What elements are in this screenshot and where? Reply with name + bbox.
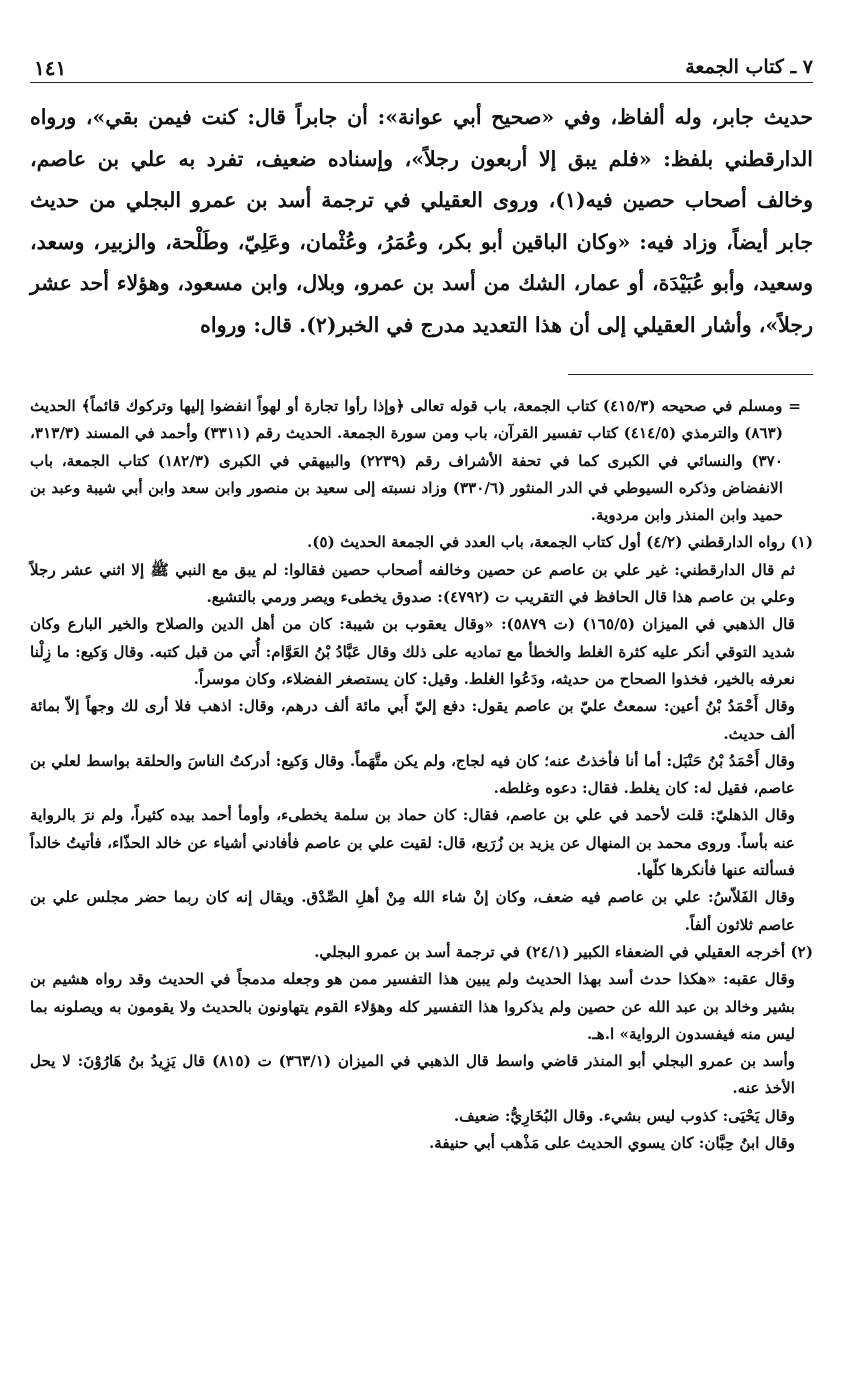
main-paragraph: حديث جابر، وله ألفاظ، وفي «صحيح أبي عوانة»: أن جابراً قال: كنت فيمن بقي»، ورواه الدارقطني بلفظ: «فلم يبق إلا أربعون رجلاً»، وإسناده ضعيف، تفرد به علي بن عاصم، وخالف أصحاب حصين فيه(١)، وروى العقيلي في ترجمة أسد بن عمرو البجلي من حديث جابر أيضاً، وزاد فيه: «وكان الباقين أبو بكر، وعُمَرُ، وعُثْمان، وعَلِيّ، وطَلْحة، والزبير، وسعد، وسعيد، وأبو عُبَيْدَة، أو عمار، الشك من أسد بن عمرو، وبلال، وابن مسعود، وهؤلاء أحد عشر رجلاً»، وأشار العقيلي إلى أن هذا التعديد مدرج في الخبر(٢). قال: ورواه xyxy=(30,105,813,337)
footnote-1-paragraph: قال الذهبي في الميزان (١٦٥/٥) (ت ٥٨٧٩): «وقال يعقوب بن شيبة: كان من أهل الدين والصلاح والخير البارع وكان شديد التوقي أنكر عليه كثرة الغلط والخطأ مع تماديه على ذلك وقال عَبَّادُ بْنُ العَوَّام: أُتي من قبل كتبه. وقال وَكيع: ما زِلْنا نعرفه بالخير، فخذوا الصحاح من حديثه، ودَعُوا الغلط. وقيل: كان يستصغر الفضلاء، وكان موسراً. xyxy=(30,615,795,688)
footnote-2-paragraph: وأسد بن عمرو البجلي أبو المنذر قاضي واسط قال الذهبي في الميزان (٣٦٣/١) ت (٨١٥) قال يَزِيدُ بنُ هَارُوْنَ: لا يحل الأخذ عنه. xyxy=(30,1052,795,1098)
main-text xyxy=(30,97,813,346)
footnote-2-paragraph: وقال عقبه: «هكذا حدث أسد بهذا الحديث ولم يبين هذا التفسير ممن هو وجعله مدمجاً في الحديث وقد رواه هشيم بن بشير وخالد بن عبد الله عن حصين ولم يذكروا هذا التفسير كله وهؤلاء القوم يتهاونون بالحديث ولا يقومون به ويصلونه بما ليس منه فيفسدون الرواية» ا.هـ. xyxy=(30,970,795,1043)
book-page xyxy=(30,50,813,1157)
page-number: ١٤١ xyxy=(34,56,67,80)
page-header xyxy=(30,50,813,83)
footnote-1-paragraph: وقال أَحْمَدُ بْنُ أعين: سمعتُ عليّ بن عاصم يقول: دفع إليّ أَبي مائة ألف درهم، وقال: اذهب فلا أرى لك وجهاً إلاّ بمائة ألف حديث. xyxy=(30,697,795,743)
footnote-1-paragraph: وقال الفَلاّسُ: علي بن عاصم فيه ضعف، وكان إنْ شاء الله مِنْ أهلِ الصِّدْق. ويقال إنه كان ربما حضر مجلس علي بن عاصم ثلاثون ألفاً. xyxy=(30,888,795,934)
footnotes xyxy=(30,393,813,1157)
footnote-2-paragraph: وقال ابنُ حِبَّان: كان يسوي الحديث على مَذْهب أبي حنيفة. xyxy=(428,1134,795,1153)
footnote-2-paragraph: وقال يَحْيَى: كذوب ليس بشيء. وقال البُخَارِيُّ: ضعيف. xyxy=(453,1106,795,1125)
footnote-continuation: = ومسلم في صحيحه (٤١٥/٣) كتاب الجمعة، باب قوله تعالى ﴿وإذا رأوا تجارة أو لهواً انفضوا إليها وتركوك قائماً﴾ الحديث (٨٦٣) والترمذي (٤١٤/٥) كتاب تفسير القرآن، باب ومن سورة الجمعة. الحديث رقم (٣٣١١) وأحمد في المسند (٣١٣/٣، ٣٧٠) والنسائي في الكبرى كما في تحفة الأشراف رقم (٢٢٣٩) والبيهقي في الكبرى (١٨٢/٣) كتاب الجمعة، باب الانفضاض وذكره السيوطي في الدر المنثور (٣٣٠/٦) وزاد نسبته إلى سعيد بن منصور وابن سعد وابن أبي شيبة وعبد بن حميد وابن المنذر وابن مردوية. xyxy=(30,397,801,525)
footnote-1-paragraph: ثم قال الدارقطني: غير علي بن عاصم عن حصين وخالفه أصحاب حصين فقالوا: لم يبق مع النبي ﷺ إلا اثني عشر رجلاً وعلي بن عاصم هذا قال الحافظ في التقريب ت (٤٧٩٢): صدوق يخطىء ويصر ورمي بالتشيع. xyxy=(30,560,795,607)
footnote-1: (١) رواه الدارقطني (٤/٢) أول كتاب الجمعة، باب العدد في الجمعة الحديث (٥). xyxy=(306,533,813,552)
footnote-1-paragraph: وقال الذهليّ: قلت لأحمد في علي بن عاصم، فقال: كان حماد بن سلمة يخطىء، وأومأ أحمد بيده كثيراً، ولم نرَ بالرواية عنه بأساً. وروى محمد بن المنهال عن يزيد بن زُرَيع، قال: لقيت علي بن عاصم فأفادني أشياء عن خالد الحذّاء، فأتيتُ خالداً فسألته عنها فأنكرها كلّها. xyxy=(30,806,795,880)
chapter-title: ٧ ـ كتاب الجمعة xyxy=(685,56,813,78)
footnote-2: (٢) أخرجه العقيلي في الضعفاء الكبير (٢٤/١) في ترجمة أسد بن عمرو البجلي. xyxy=(314,942,813,961)
footnote-1-paragraph: وقال أَحْمَدُ بْنُ حَنْبَل: أما أنا فأخذتُ عنه؛ كان فيه لجاج، ولم يكن متَّهَماً. وقال وَكيع: أدركتُ الناسَ والحلقة بواسط لعلي بن عاصم، فقيل له: كان يغلط. فقال: دعوه وغلطه. xyxy=(30,751,795,798)
footnote-separator xyxy=(568,374,813,375)
